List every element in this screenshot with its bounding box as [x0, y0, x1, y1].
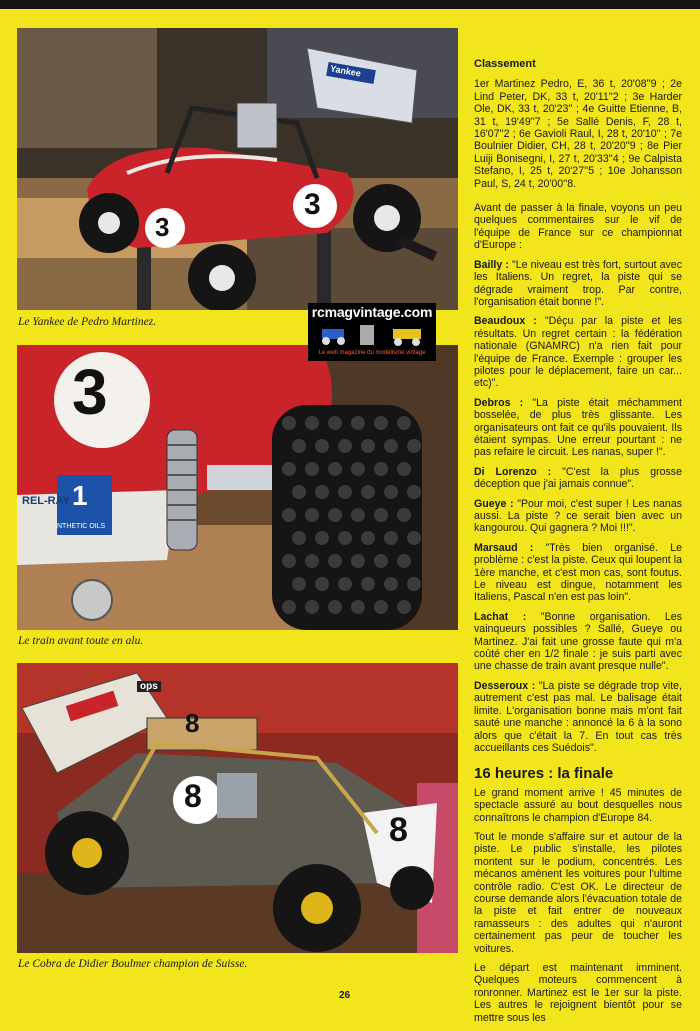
car2-badge: 1 — [72, 480, 88, 511]
car3-number-side: 8 — [184, 778, 202, 814]
comment-speaker: Gueye : — [474, 497, 514, 510]
watermark-car-icons — [308, 321, 436, 351]
finale-paragraph-3: Le départ est maintenant imminent. Quelques moteurs commencent à ronronner. Martinez est le 1er sur la piste. Les autres le rejoignent bientôt pour se mettre sous les — [474, 962, 682, 1024]
watermark-subtitle: Le web magazine du modélisme vintage — [318, 350, 426, 356]
car3-number-top: 8 — [185, 708, 200, 738]
comments-intro: Avant de passer à la finale, voyons un peu quelques commentaires sur le vif de l'équipe de France sur ce championnat d'Europe : — [474, 202, 682, 252]
car3-number-front: 8 — [389, 811, 408, 849]
car2-number: 3 — [72, 356, 108, 428]
comment-speaker: Desseroux : — [474, 679, 536, 692]
classement-heading: Classement — [474, 58, 536, 70]
comment-paragraph — [474, 315, 682, 389]
watermark-title: rcmagvintage.com — [311, 304, 433, 320]
comment-speaker: Marsaud : — [474, 541, 534, 554]
comment-paragraph — [474, 259, 682, 309]
comments-list — [474, 259, 682, 755]
finale-paragraph-1: Le grand moment arrive ! 45 minutes de spectacle assuré au bout desquelles nous connaîtrons le champion d'Europe 84. — [474, 786, 682, 824]
comment-paragraph — [474, 680, 682, 754]
comment-text: "Le niveau est très fort, surtout avec les Italiens. Un regret, la piste qui se dégrade vraiment trop. Par contre, l'organisation était bonne !". — [474, 258, 682, 308]
comment-text: "Très bien organisé. Le problème : c'est la piste. Ceux qui loupent la 1ère manche, et c'est mon cas, sont foutus. Le niveau est dingue, notamment les Italiens, Pascal n'en est pas loin". — [474, 541, 682, 604]
comment-text: "Bonne organisation. Les vainqueurs possibles ? Sallé, Gueye ou Martinez. J'ai fait une grosse faute qui m'a coûté cher en 1/2 finale : je suis parti avec une chasse de train avant presque nulle". — [474, 610, 682, 673]
photo-cobra-buggy — [17, 663, 458, 953]
comment-text: "La piste se dégrade trop vite, autrement c'est pas mal. Le balisage était limite. L'organisation bonne mais m'ont fait sauté une manche : annoncé la 6 à la sono alors que c'était la 7. En tout cas très accueillants ces Suédois". — [474, 679, 682, 754]
page-number: 26 — [339, 990, 351, 1001]
car2-tagline: NTHETIC OILS — [57, 523, 106, 530]
caption-photo-3: Le Cobra de Didier Boulmer champion de Suisse. — [18, 958, 248, 970]
car2-brand: REL-RAY — [22, 495, 70, 507]
comment-paragraph — [474, 611, 682, 673]
comment-paragraph — [474, 466, 682, 491]
comment-text: "C'est la plus grosse déception que j'ai jamais connue". — [474, 465, 682, 491]
photo-front-suspension — [17, 345, 458, 630]
finale-heading: 16 heures : la finale — [474, 765, 614, 783]
car1-wing-label: Yankee — [329, 63, 362, 79]
comment-speaker: Di Lorenzo : — [474, 465, 552, 478]
comment-speaker: Beaudoux : — [474, 315, 537, 328]
rcmagvintage-watermark — [308, 303, 436, 361]
article-column — [474, 58, 682, 1031]
comment-text: "Pour moi, c'est super ! Les nanas aussi. La piste ? ce serait bien avec un kangourou. Qui gagnera ? Moi !!!". — [474, 497, 683, 535]
comment-speaker: Debros : — [474, 396, 524, 409]
comment-paragraph — [474, 542, 682, 604]
comment-speaker: Lachat : — [474, 610, 527, 623]
finale-paragraph-2: Tout le monde s'affaire sur et autour de la piste. Le public s'installe, les pilotes montent sur le podium, concentrés. Les mécanos amènent les voitures pour l'ultime contrôle radio. C'est OK. Le directeur de course demande alors l'évacuation totale de la piste et fait entrer de nouveaux ramasseurs : des adultes qui n'auront certainement pas peur de toucher les voitures. — [474, 830, 682, 955]
car1-number-front: 3 — [155, 212, 170, 242]
top-rule — [0, 0, 700, 9]
photo-yankee-buggy — [17, 28, 458, 310]
comment-paragraph — [474, 498, 682, 535]
classement-results: 1er Martinez Pedro, E, 36 t, 20'08''9 ; 2e Lind Peter, DK, 33 t, 20'11''2 ; 3e Harder Ole, DK, 33 t, 20'23'' ; 4e Guitte Etienne, B, 31 t, 19'49''7 ; 5e Sallé Denis, F, 28 t, 16'07''2 ; 6e Gavioli Raul, I, 28 t, 20'10'' ; 7e Boulnier Didier, CH, 28 t, 20'20''9 ; 8e Pier Luiji Bonisegni, I, 27 t, 20'33''4 ; 9e Calpista Stefano, I, 25 t, 20'27''5 ; 10e Johansson Paul, S, 24 t, 20'00''8. — [474, 78, 682, 190]
comment-speaker: Bailly : — [474, 258, 509, 271]
comment-paragraph — [474, 397, 682, 459]
car1-number-side: 3 — [304, 188, 321, 221]
comment-text: "La piste était méchamment bosselée, de plus très glissante. Les organisateurs ont fait ce qu'ils pouvaient. Ils étaient sympas. Une erreur pourtant : ne pas refaire le circuit. Les nanas, super !". — [474, 396, 682, 459]
caption-photo-2: Le train avant toute en alu. — [18, 635, 144, 647]
comment-text: "Déçu par la piste et les résultats. Un regret certain : la fédération nationale (GNAMRC) n'a rien fait pour l'équipe de France. Exemple : grouper les pilotes pour le déplacement, faire un car... etc)". — [474, 315, 682, 390]
car3-wing-label: ops — [137, 681, 161, 692]
caption-photo-1: Le Yankee de Pedro Martinez. — [18, 316, 157, 328]
